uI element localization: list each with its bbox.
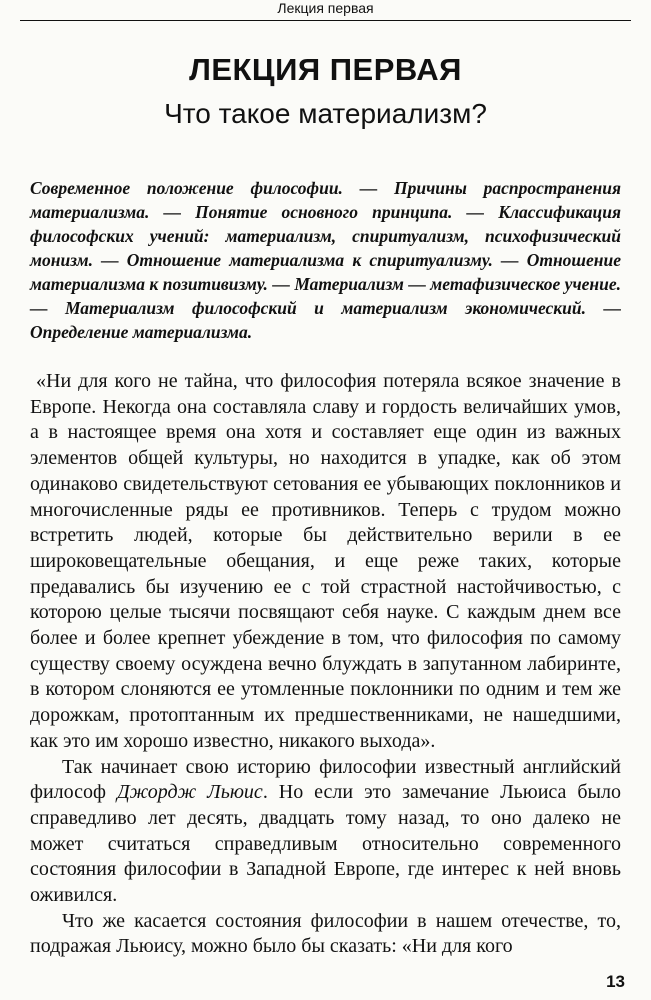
paragraph-2-end: . Но если это замечание Льюиса было справедливо лет десять, двадцать тому назад, то оно далеко не может считаться справедливым относительно современного состояния философии в Западной Европе, где интерес к ней вновь оживился.	[30, 781, 621, 907]
paragraph-2-start: Так начинает свою историю философии известный английский философ	[30, 755, 621, 804]
chapter-title: ЛЕКЦИЯ ПЕРВАЯ	[189, 52, 462, 87]
author-name: Джордж Льюис	[116, 781, 263, 804]
paragraph-3: Что же касается состояния философии в нашем отечестве, то, подражая Льюису, можно было бы сказать: «Ни для кого	[30, 909, 621, 958]
page-number: 13	[606, 972, 625, 991]
running-head: Лекция первая	[20, 0, 631, 21]
paragraph-1: «Ни для кого не тайна, что философия потеряла всякое значение в Европе. Некогда она составляла славу и гордость величайших умов, а в настоящее время она хотя и составляет еще один из важных элементов общей культуры, но находится в упадке, как об этом одинаково свидетельствуют сетования ее убывающих поклонников и многочисленные ряды ее противников. Теперь с трудом можно встретить людей, которые бы действительно верили в ее широковещательные обещания, и еще реже таких, которые предавались бы изучению ее с той страстной настойчивостью, с которою целые тысячи посвящают себя науке. С каждым днем все более и более крепнет убеждение в том, что философия по самому существу своему осуждена вечно блуждать в запутанном лабиринте, в котором слоняются ее утомленные поклонники по одним и тем же дорожкам, протоптанным их предшественниками, не нашедшими, как это им хорошо известно, никакого выхода».	[30, 370, 621, 752]
chapter-subtitle: Что такое материализм?	[164, 98, 487, 129]
paragraph-2	[30, 755, 621, 909]
chapter-abstract: Современное положение философии. — Причины распространения материализма. — Понятие основного принципа. — Классификация философских учений: материализм, спиритуализм, психофизический монизм. — Отношение материализма к спиритуализму. — Отношение материализма к позитивизму. — Материализм — метафизическое учение. — Материализм философский и материализм экономический. — Определение материализма.	[30, 178, 621, 342]
body-text	[30, 369, 621, 960]
